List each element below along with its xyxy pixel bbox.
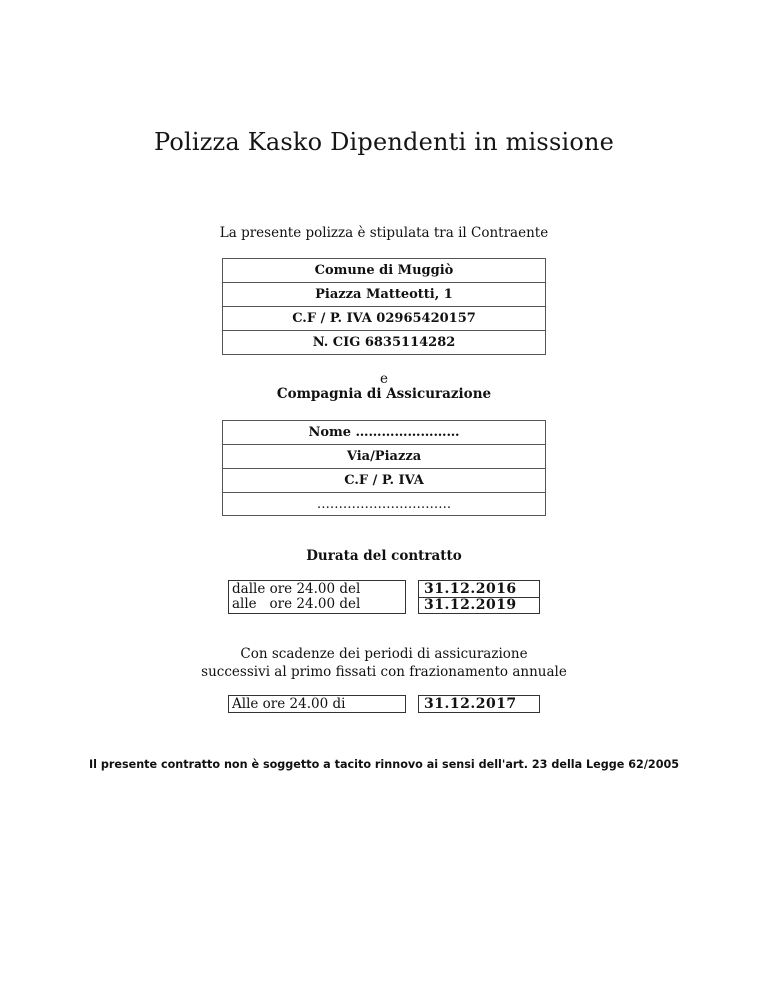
compagnia-tax-id: C.F / P. IVA [223, 469, 545, 493]
durata-heading: Durata del contratto [306, 548, 462, 564]
contraente-name: Comune di Muggiò [223, 259, 545, 283]
durata-dates [418, 580, 540, 614]
scadenze-line2: successivi al primo fissati con frazionamento annuale [201, 664, 567, 680]
scadenze-date: 31.12.2017 [418, 695, 540, 713]
durata-to-date: 31.12.2019 [424, 597, 517, 613]
connector-text: e [380, 371, 388, 387]
scadenze-label: Alle ore 24.00 di [228, 695, 406, 713]
contraente-cig: N. CIG 6835114282 [312, 335, 456, 350]
compagnia-box [222, 420, 546, 516]
durata-from-date: 31.12.2016 [419, 582, 539, 598]
compagnia-value: …………………………. [316, 497, 452, 512]
intro-text: La presente polizza è stipulata tra il Contraente [219, 225, 549, 241]
contraente-box [222, 258, 546, 355]
compagnia-address: Via/Piazza [223, 445, 545, 469]
contraente-address: Piazza Matteotti, 1 [223, 283, 545, 307]
durata-to-label: alle ore 24.00 del [232, 596, 361, 612]
compagnia-name: Nome …………………… [223, 421, 545, 445]
scadenze-line1: Con scadenze dei periodi di assicurazione [240, 646, 528, 662]
footer-note: Il presente contratto non è soggetto a tacito rinnovo ai sensi dell'art. 23 della Legge 62/2005 [88, 758, 680, 771]
contraente-tax-id: C.F / P. IVA 02965420157 [223, 307, 545, 331]
durata-from-label: dalle ore 24.00 del [232, 581, 361, 597]
compagnia-heading: Compagnia di Assicurazione [276, 386, 492, 402]
document-title: Polizza Kasko Dipendenti in missione [153, 128, 615, 156]
durata-labels [228, 580, 406, 614]
